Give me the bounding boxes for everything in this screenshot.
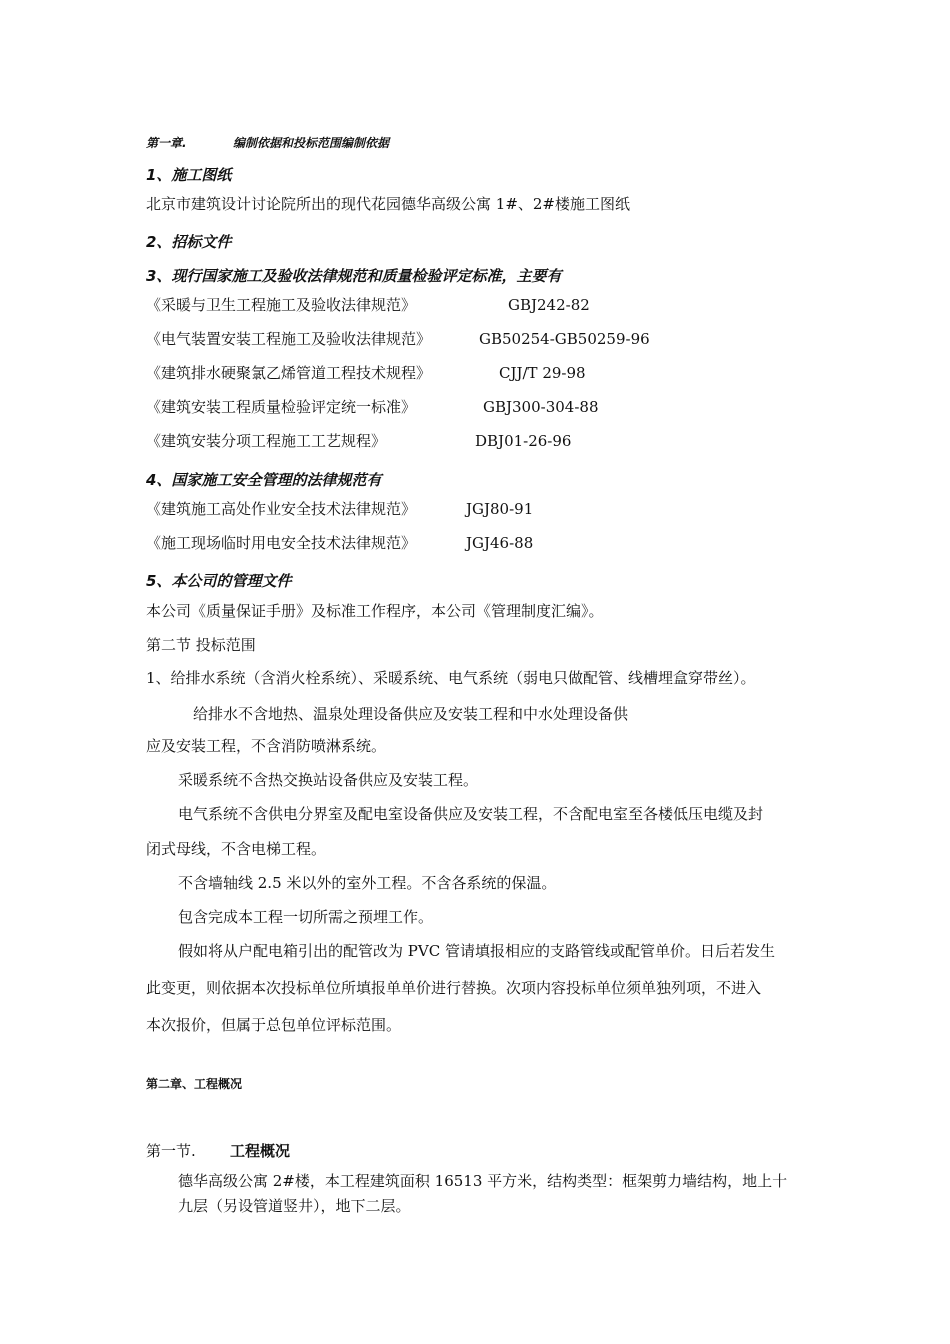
standard-code: GB50254-GB50259-96 bbox=[479, 330, 650, 348]
section2-paragraph-cont: 闭式母线，不含电梯工程。 bbox=[146, 840, 327, 858]
chapter1-number: 第一章. bbox=[146, 136, 187, 150]
section2-paragraph-cont: 本次报价，但属于总包单位评标范围。 bbox=[146, 1016, 402, 1034]
section2-title: 第二节 投标范围 bbox=[146, 636, 256, 654]
chapter2-section-title: 工程概况 bbox=[230, 1142, 291, 1160]
safety-code: JGJ46-88 bbox=[466, 534, 534, 552]
chapter2-paragraph-cont: 九层（另设管道竖井），地下二层。 bbox=[178, 1197, 411, 1215]
standard-code: GBJ242-82 bbox=[508, 296, 590, 314]
section2-paragraph: 电气系统不含供电分界室及配电室设备供应及安装工程，不含配电室至各楼低压电缆及封 bbox=[178, 805, 764, 823]
section2-paragraph-cont: 应及安装工程，不含消防喷淋系统。 bbox=[146, 737, 387, 755]
section2-paragraph-cont: 此变更，则依据本次投标单位所填报单单价进行替换。次项内容投标单位须单独列项，不进入 bbox=[146, 979, 762, 997]
standard-name: 《建筑排水硬聚氯乙烯管道工程技术规程》 bbox=[146, 364, 432, 382]
item1-text: 北京市建筑设计讨论院所出的现代花园德华高级公寓 1#、2#楼施工图纸 bbox=[146, 195, 630, 213]
item5-text: 本公司《质量保证手册》及标准工作程序，本公司《管理制度汇编》。 bbox=[146, 602, 604, 620]
standard-name: 《建筑安装分项工程施工工艺规程》 bbox=[146, 432, 387, 450]
item5-heading: 5、本公司的管理文件 bbox=[146, 572, 292, 590]
chapter2-title: 第二章、工程概况 bbox=[146, 1077, 243, 1091]
safety-name: 《施工现场临时用电安全技术法律规范》 bbox=[146, 534, 417, 552]
section2-paragraph: 假如将从户配电箱引出的配管改为 PVC 管请填报相应的支路管线或配管单价。日后若发生 bbox=[178, 942, 775, 960]
item2-heading: 2、招标文件 bbox=[146, 233, 232, 251]
standard-name: 《采暖与卫生工程施工及验收法律规范》 bbox=[146, 296, 417, 314]
standard-name: 《建筑安装工程质量检验评定统一标准》 bbox=[146, 398, 417, 416]
safety-name: 《建筑施工高处作业安全技术法律规范》 bbox=[146, 500, 417, 518]
chapter2-paragraph: 德华高级公寓 2#楼，本工程建筑面积 16513 平方米，结构类型：框架剪力墙结构，地上十 bbox=[178, 1172, 788, 1190]
item1-heading: 1、施工图纸 bbox=[146, 166, 232, 184]
chapter2-section-number: 第一节. bbox=[146, 1142, 196, 1160]
item3-heading: 3、现行国家施工及验收法律规范和质量检验评定标准，主要有 bbox=[146, 267, 562, 285]
section2-paragraph: 包含完成本工程一切所需之预埋工作。 bbox=[178, 908, 434, 926]
standard-code: GBJ300-304-88 bbox=[483, 398, 599, 416]
item4-heading: 4、国家施工安全管理的法律规范有 bbox=[146, 471, 382, 489]
section2-paragraph: 给排水不含地热、温泉处理设备供应及安装工程和中水处理设备供 bbox=[193, 705, 629, 723]
safety-code: JGJ80-91 bbox=[466, 500, 534, 518]
standard-name: 《电气装置安装工程施工及验收法律规范》 bbox=[146, 330, 432, 348]
section2-paragraph: 不含墙轴线 2.5 米以外的室外工程。不含各系统的保温。 bbox=[178, 874, 557, 892]
section2-paragraph: 1、给排水系统（含消火栓系统）、采暖系统、电气系统（弱电只做配管、线槽埋盒穿带丝）。 bbox=[146, 669, 756, 687]
chapter1-title bbox=[146, 132, 389, 154]
standard-code: CJJ/T 29-98 bbox=[499, 364, 586, 382]
standard-code: DBJ01-26-96 bbox=[475, 432, 572, 450]
chapter1-title-text: 编制依据和投标范围编制依据 bbox=[232, 136, 389, 150]
section2-paragraph: 采暖系统不含热交换站设备供应及安装工程。 bbox=[178, 771, 479, 789]
